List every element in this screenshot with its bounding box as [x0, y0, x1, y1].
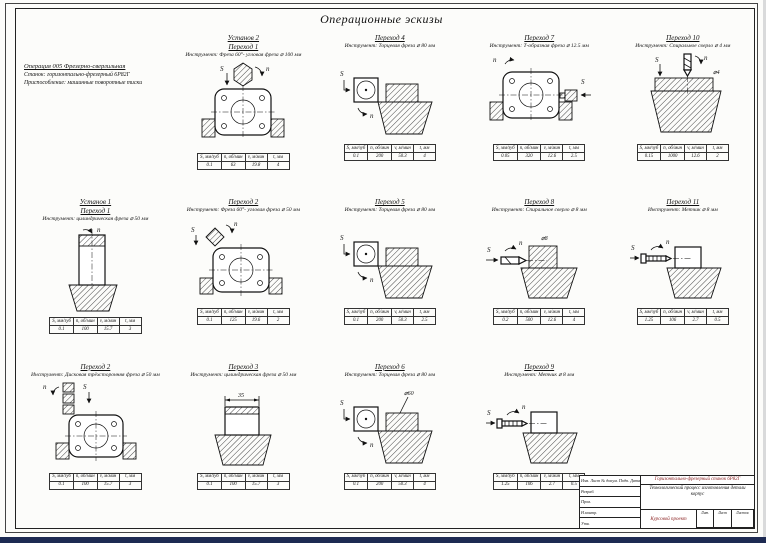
- param-header: t, мм: [119, 318, 141, 326]
- param-header: n, об/мин: [368, 145, 392, 153]
- spindle-speed-label: n: [43, 382, 47, 391]
- tool-label: Инструмент: Спиральное сверло ⌀ 8 мм: [491, 207, 587, 214]
- cutting-params-table: [344, 473, 436, 490]
- sketch-face-mill: [332, 214, 448, 306]
- feed-label: S: [487, 408, 491, 417]
- spindle-speed-label: n: [369, 112, 374, 120]
- title-block-row-approver: Утв.: [581, 520, 590, 526]
- spindle-speed-label: n: [369, 276, 374, 285]
- part-section: [655, 78, 713, 91]
- spindle-speed-label: n: [519, 239, 523, 248]
- title-block-signatures: [580, 476, 641, 528]
- sketch-angular-mill-top: [185, 59, 301, 151]
- param-value: 106: [661, 317, 685, 325]
- cutting-params-table: [493, 473, 585, 490]
- sketch-cyl-mill-slab: [185, 379, 301, 471]
- feed-label: S: [83, 382, 87, 391]
- param-header: t, мм: [707, 309, 729, 317]
- param-header: n, об/мин: [73, 318, 97, 326]
- part-section: [675, 247, 701, 268]
- param-value: 2: [707, 153, 729, 161]
- param-value: 0.1: [198, 317, 222, 325]
- param-value: 3: [119, 326, 141, 334]
- cutting-params-table: [197, 153, 289, 170]
- spindle-speed-label: n: [369, 440, 374, 449]
- param-header: n, об/мин: [517, 145, 541, 153]
- param-value: 200: [368, 317, 392, 325]
- param-value: 0.1: [344, 481, 368, 489]
- sketch-cell-perehod-3: [171, 361, 316, 525]
- step-label: Переход 9: [524, 362, 555, 371]
- cutting-params-table: [493, 144, 585, 161]
- param-header: n, об/мин: [221, 154, 245, 162]
- setup-label: Установ 2: [227, 34, 260, 42]
- param-value: 4: [414, 153, 436, 161]
- vise-jaw-left: [490, 102, 503, 120]
- param-value: 200: [368, 481, 392, 489]
- step-label: Переход 2: [228, 198, 259, 207]
- fixture-base: [378, 266, 432, 298]
- cutting-params-table: [637, 144, 729, 161]
- spindle-speed-label: n: [522, 402, 526, 411]
- feed-label: S: [630, 244, 635, 253]
- feed-label: S: [339, 70, 344, 78]
- param-value: 50.3: [392, 481, 414, 489]
- param-value: 15.7: [97, 481, 119, 489]
- vise-jaw-left: [200, 278, 213, 294]
- cutting-params-table: [49, 473, 141, 490]
- window-bottom-bar: [0, 537, 766, 543]
- title-block-row-checker: Пров.: [580, 497, 640, 508]
- param-value: 0.5: [563, 481, 585, 489]
- fixture-name: Приспособление: машинные поворотные тиски: [24, 80, 143, 86]
- param-header: v, м/мин: [685, 309, 707, 317]
- param-header: t, мм: [414, 309, 436, 317]
- param-value: 0.1: [344, 317, 368, 325]
- tool-label: Инструмент: Метчик ⌀ 8 мм: [647, 207, 718, 214]
- hole-diameter-label: ⌀4: [712, 70, 720, 76]
- feed-label: S: [191, 226, 195, 235]
- param-header: t, мм: [267, 473, 289, 481]
- param-header: t, мм: [563, 145, 585, 153]
- rotation-arrow-icon: [358, 437, 367, 443]
- sketch-cell-perehod-10: [615, 32, 751, 196]
- sketch-drill-vertical: [625, 50, 741, 142]
- feed-label: S: [654, 56, 659, 64]
- angular-cutter-icon: [234, 63, 252, 86]
- param-header: t, мм: [119, 473, 141, 481]
- param-header: v, м/мин: [97, 473, 119, 481]
- fixture-base: [651, 91, 721, 132]
- param-header: S, мм/зуб: [198, 309, 222, 317]
- part-section: [386, 84, 418, 102]
- step-label: Переход 1: [80, 207, 111, 216]
- cutting-params-table: [49, 317, 141, 334]
- machine-name: Станок: горизонтально-фрезерный 6Р82Г: [24, 72, 130, 78]
- angular-cutter-icon: [206, 228, 224, 246]
- tool-label: Инструмент: цилиндрическая фреза ⌀ 50 мм: [42, 216, 149, 223]
- step-label: Переход 3: [228, 362, 259, 371]
- param-value: 2.5: [414, 317, 436, 325]
- tool-label: Инструмент: Т-образная фреза ⌀ 12.5 мм: [489, 43, 589, 49]
- param-header: n, об/мин: [73, 473, 97, 481]
- tap-icon: [497, 419, 527, 428]
- sketch-drill-horizontal: [481, 214, 597, 306]
- step-label: Переход 2: [80, 362, 111, 371]
- spindle-speed-label: n: [266, 65, 270, 73]
- param-value: 100: [73, 481, 97, 489]
- tool-label: Инструмент: Дисковая трёхсторонняя фреза ⌀ 50 мм: [31, 371, 160, 378]
- spindle-speed-label: n: [665, 238, 670, 247]
- param-header: n, об/мин: [517, 309, 541, 317]
- spindle-speed-label: n: [234, 220, 238, 229]
- tap-icon: [641, 254, 671, 263]
- param-value: 0.5: [707, 317, 729, 325]
- sketch-cell-perehod-8: [464, 196, 615, 360]
- step-label: Переход 11: [666, 198, 700, 207]
- param-header: v, м/мин: [392, 145, 414, 153]
- param-value: 3: [119, 481, 141, 489]
- param-header: S, мм/зуб: [198, 473, 222, 481]
- sheet-label: Лист: [714, 510, 731, 528]
- sketch-cell-perehod-11: [615, 196, 751, 360]
- sheet-title: Операционные эскизы: [320, 12, 443, 26]
- tool-label: Инструмент: Фреза 60°- угловая фреза ⌀ 100 мм: [185, 52, 302, 58]
- param-header: v, м/мин: [541, 309, 563, 317]
- param-header: S, мм/зуб: [637, 145, 661, 153]
- fixture-base: [667, 268, 721, 298]
- sketch-angular-mill-corner: [185, 214, 301, 306]
- sketch-cell-perehod-7: [464, 32, 615, 196]
- sketch-cell-perehod-6: [316, 361, 464, 525]
- rotation-arrow-icon: [255, 67, 262, 76]
- fixture-base: [378, 431, 432, 463]
- param-value: 125: [221, 317, 245, 325]
- param-value: 320: [517, 153, 541, 161]
- sketch-cylinder-milling: [37, 223, 153, 315]
- param-header: S, мм/зуб: [198, 154, 222, 162]
- sketch-grid: [20, 32, 751, 525]
- param-value: 0.15: [637, 153, 661, 161]
- fixture-base: [521, 268, 577, 298]
- drill-icon: [684, 54, 691, 76]
- feed-label: S: [339, 234, 344, 243]
- sheets-label: Листов: [732, 510, 754, 528]
- fixture-base: [69, 285, 117, 311]
- rotation-arrow-icon: [507, 411, 519, 414]
- param-value: 50.3: [392, 153, 414, 161]
- param-value: 106: [517, 481, 541, 489]
- cutting-params-table: [197, 308, 289, 325]
- lit-label: Лит.: [697, 510, 714, 528]
- sketch-cell-perehod-4: [316, 32, 464, 196]
- step-label: Переход 10: [666, 34, 700, 42]
- drill-icon: [501, 257, 526, 264]
- setup-label: Установ 1: [79, 198, 112, 207]
- feed-arrow-icon: [344, 80, 350, 90]
- step-label: Переход 7: [524, 34, 555, 42]
- sketch-t-slot-cutter: [481, 50, 597, 142]
- spindle-speed-label: n: [493, 56, 497, 64]
- sketch-cell-perehod-2-ustanov-1: [20, 361, 171, 525]
- param-value: 12.6: [685, 153, 707, 161]
- param-header: n, об/мин: [368, 309, 392, 317]
- part-section: [529, 246, 557, 268]
- param-header: n, об/мин: [661, 145, 685, 153]
- param-header: t, мм: [414, 145, 436, 153]
- param-value: 2.5: [563, 153, 585, 161]
- param-header: S, мм/зуб: [494, 309, 518, 317]
- cutting-params-table: [637, 308, 729, 325]
- rotation-arrow-icon: [83, 230, 92, 233]
- param-header: n, об/мин: [517, 473, 541, 481]
- cutting-params-table: [344, 144, 436, 161]
- param-value: 0.1: [198, 481, 222, 489]
- sketch-tap-horizontal: [481, 379, 597, 471]
- width-dimension-label: 35: [238, 392, 245, 399]
- param-header: v, м/мин: [392, 309, 414, 317]
- rotation-arrow-icon: [651, 247, 663, 250]
- step-label: Переход 6: [374, 362, 405, 371]
- fixture-base: [378, 102, 432, 134]
- param-header: v, м/мин: [541, 145, 563, 153]
- step-label: Переход 5: [374, 198, 405, 207]
- param-header: S, мм/зуб: [344, 473, 368, 481]
- param-header: v, м/мин: [245, 473, 267, 481]
- param-header: S, мм/зуб: [50, 318, 74, 326]
- param-value: 1.25: [494, 481, 518, 489]
- sketch-cell-perehod-5: [316, 196, 464, 360]
- feed-label: S: [220, 65, 224, 73]
- t-slot-cutter-icon: [560, 90, 577, 101]
- param-header: v, м/мин: [245, 309, 267, 317]
- param-value: 0.1: [50, 481, 74, 489]
- param-value: 63: [221, 162, 245, 170]
- tool-label: Инструмент: Торцевая фреза ⌀ 80 мм: [344, 43, 436, 49]
- param-header: v, м/мин: [541, 473, 563, 481]
- sketch-face-mill: [332, 379, 448, 471]
- param-value: 15.7: [97, 326, 119, 334]
- param-value: 0.2: [494, 317, 518, 325]
- sketch-cell-perehod-2-ustanov-2: [171, 196, 316, 360]
- hole-diameter-label: ⌀8: [541, 236, 548, 243]
- param-value: 4: [563, 317, 585, 325]
- param-header: S, мм/зуб: [494, 145, 518, 153]
- tool-label: Инструмент: Метчик ⌀ 8 мм: [504, 371, 575, 378]
- vise-jaw-right: [123, 443, 136, 459]
- param-header: v, м/мин: [392, 473, 414, 481]
- title-block-columns-header: Изм. Лист № докум. Подп. Дата: [580, 476, 640, 487]
- param-value: 100: [73, 326, 97, 334]
- vise-jaw-right: [269, 278, 282, 294]
- vise-jaw-left: [56, 443, 69, 459]
- feed-label: S: [487, 246, 491, 255]
- param-value: 12.6: [541, 317, 563, 325]
- param-header: t, мм: [267, 154, 289, 162]
- cutting-params-table: [493, 308, 585, 325]
- param-header: t, мм: [707, 145, 729, 153]
- param-value: 4: [414, 481, 436, 489]
- param-header: S, мм/зуб: [494, 473, 518, 481]
- part-section: [386, 413, 418, 431]
- param-value: 200: [368, 153, 392, 161]
- part-section: [531, 412, 557, 433]
- tool-label: Инструмент: Спиральное сверло ⌀ 4 мм: [635, 43, 731, 49]
- param-header: v, м/мин: [97, 318, 119, 326]
- param-header: t, мм: [414, 473, 436, 481]
- param-value: 2: [267, 317, 289, 325]
- param-value: 1000: [661, 153, 685, 161]
- document-name-line2: Технологический процесс изготовления детали корпус: [641, 485, 754, 510]
- param-header: t, мм: [563, 309, 585, 317]
- title-block-row-developer: Разраб.: [580, 487, 640, 498]
- param-value: 3: [267, 481, 289, 489]
- step-label: Переход 8: [524, 198, 555, 207]
- rotation-arrow-icon: [505, 248, 516, 251]
- machined-surface: [225, 407, 259, 414]
- rotation-arrow-icon: [695, 56, 701, 64]
- param-header: n, об/мин: [368, 473, 392, 481]
- vise-jaw-left: [202, 119, 215, 137]
- param-header: n, об/мин: [221, 309, 245, 317]
- operation-description: [20, 32, 171, 196]
- sketch-tap-horizontal: [625, 214, 741, 306]
- param-value: 0.1: [50, 326, 74, 334]
- diameter-dimension-label: ⌀60: [403, 390, 414, 397]
- step-label: Переход 1: [228, 43, 259, 51]
- sketch-face-mill: [332, 50, 448, 142]
- param-value: 2.7: [685, 317, 707, 325]
- tool-label: Инструмент: Фреза 60°- угловая фреза ⌀ 50 мм: [186, 207, 300, 214]
- fixture-base: [215, 435, 271, 465]
- fixture-base: [523, 433, 577, 463]
- param-value: 19.8: [245, 162, 267, 170]
- param-header: t, мм: [267, 309, 289, 317]
- leader-line: [400, 397, 408, 413]
- cutting-params-table: [197, 473, 289, 490]
- tool-label: Инструмент: цилиндрическая фреза ⌀ 50 мм: [190, 371, 297, 378]
- feed-arrow-icon: [344, 409, 350, 419]
- disc-cutter-icon: [63, 383, 74, 414]
- param-value: 500: [517, 317, 541, 325]
- rotation-arrow-icon: [226, 225, 232, 233]
- title-block: [579, 475, 755, 529]
- spindle-speed-label: n: [703, 54, 708, 62]
- param-value: 0.05: [494, 153, 518, 161]
- sketch-disc-mill: [37, 379, 153, 471]
- param-header: S, мм/зуб: [50, 473, 74, 481]
- cutting-params-table: [344, 308, 436, 325]
- param-header: n, об/мин: [221, 473, 245, 481]
- feed-label: S: [339, 398, 344, 407]
- param-value: 0.1: [344, 153, 368, 161]
- rotation-arrow-icon: [505, 60, 514, 64]
- part-section: [386, 248, 418, 266]
- param-value: 12.6: [541, 153, 563, 161]
- vise-jaw-right: [559, 102, 572, 120]
- param-header: S, мм/зуб: [344, 309, 368, 317]
- title-block-mini-grid: [696, 510, 754, 528]
- param-value: 1.25: [637, 317, 661, 325]
- param-value: 15.7: [245, 481, 267, 489]
- sketch-cell-perehod-1-ustanov-2: [171, 32, 316, 196]
- tool-label: Инструмент: Торцевая фреза ⌀ 80 мм: [344, 371, 436, 378]
- tool-label: Инструмент: Торцевая фреза ⌀ 80 мм: [344, 207, 436, 214]
- param-header: t, мм: [563, 473, 585, 481]
- step-label: Переход 4: [374, 34, 405, 42]
- param-value: 100: [221, 481, 245, 489]
- param-value: 0.1: [198, 162, 222, 170]
- document-type: Курсовой проект: [650, 516, 687, 522]
- title-block-name-area: [641, 476, 754, 528]
- operation-name: Операция 005 Фрезерно-сверлильная: [24, 63, 126, 70]
- sketch-cell-perehod-1-ustanov-1: [20, 196, 171, 360]
- document-name-line1: Горизонтально-фрезерный станок 6Р82Г: [641, 476, 754, 485]
- rotation-arrow-icon: [53, 387, 59, 395]
- param-header: v, м/мин: [245, 154, 267, 162]
- spindle-speed-label: n: [97, 226, 101, 235]
- feed-arrow-icon: [344, 244, 350, 254]
- rotation-arrow-icon: [358, 108, 367, 114]
- param-header: S, мм/зуб: [637, 309, 661, 317]
- param-header: S, мм/зуб: [344, 145, 368, 153]
- title-block-row-norm-control: Н.контр.: [580, 508, 640, 519]
- param-value: 2.7: [541, 481, 563, 489]
- param-value: 4: [267, 162, 289, 170]
- param-value: 50.3: [392, 317, 414, 325]
- param-header: v, м/мин: [685, 145, 707, 153]
- feed-label: S: [581, 78, 585, 86]
- param-value: 19.6: [245, 317, 267, 325]
- vise-jaw-right: [271, 119, 284, 137]
- param-header: n, об/мин: [661, 309, 685, 317]
- rotation-arrow-icon: [358, 272, 367, 278]
